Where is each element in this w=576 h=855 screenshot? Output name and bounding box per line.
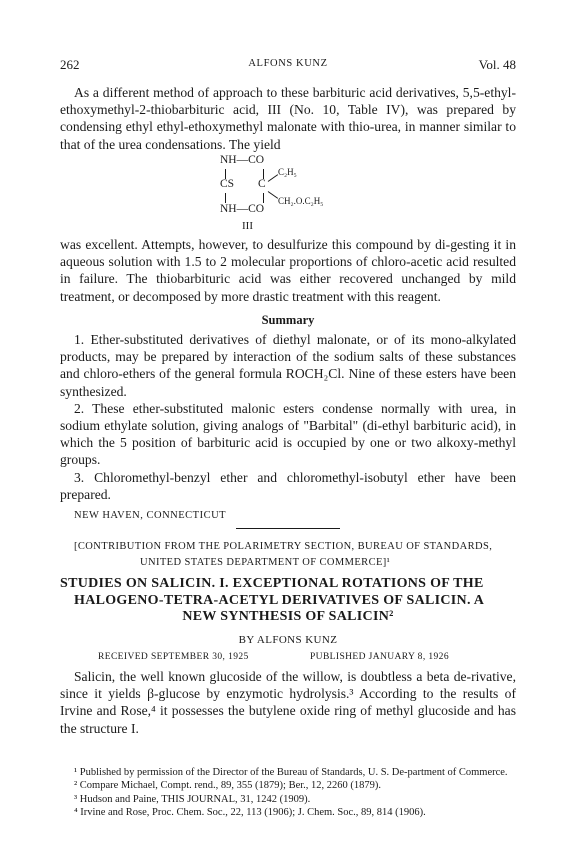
- footnotes: [60, 766, 516, 819]
- article-dates: [98, 652, 516, 662]
- summary-item-3: 3. Chloromethyl-benzyl ether and chloromethyl-isobutyl ether have been prepared.: [60, 469, 516, 502]
- intro-paragraph: As a different method of approach to these barbituric acid derivatives, 5,5-ethyl-ethoxymethyl-2-thiobarbituric acid, III (No. 10, Table IV), was prepared by condensing ethyl ethyl-ethoxymethyl malonate with thio-urea, in manner similar to that of the urea condensations. The yield: [60, 85, 516, 152]
- summary-item-2: 2. These ether-substituted malonic esters condense normally with urea, in sodium ethylate solution, giving analogs of "Barbital" (di-ethyl barbituric acid), in which the 5 position of barbituric acid is occupied by one or two alkoxy-methyl groups.: [60, 400, 516, 468]
- section-divider: [236, 528, 340, 529]
- structure-bond: [268, 191, 278, 199]
- title-line-3: NEW SYNTHESIS OF SALICIN²: [182, 609, 394, 624]
- footnote-4: ⁴ Irvine and Rose, Proc. Chem. Soc., 22, 113 (1906); J. Chem. Soc., 89, 814 (1906).: [74, 806, 426, 818]
- structure-bond: [225, 193, 226, 203]
- structure-label: III: [242, 220, 253, 232]
- structure-ethyl-group: C₂H₅: [278, 167, 297, 177]
- volume-label: Vol. 48: [478, 57, 516, 72]
- page-number: 262: [60, 57, 80, 72]
- contribution-line-1: [CONTRIBUTION FROM THE POLARIMETRY SECTION, BUREAU OF STANDARDS,: [74, 541, 493, 552]
- footnote-3: ³ Hudson and Paine, THIS JOURNAL, 31, 1242 (1909).: [74, 793, 311, 805]
- structure-bond: [263, 193, 264, 203]
- summary-heading: Summary: [261, 313, 315, 327]
- author-byline: BY ALFONS KUNZ: [238, 634, 338, 646]
- page-header: [60, 57, 516, 73]
- running-head: ALFONS KUNZ: [248, 58, 328, 69]
- title-line-1: STUDIES ON SALICIN. I. EXCEPTIONAL ROTATIONS OF THE: [60, 576, 484, 591]
- structure-bottom-group: NH—CO: [220, 203, 265, 215]
- structure-bond: [268, 174, 278, 182]
- structure-cs-group: CS: [220, 178, 235, 190]
- footnote-2: ² Compare Michael, Compt. rend., 89, 355 (1879); Ber., 12, 2260 (1879).: [74, 780, 382, 792]
- footnote-1: ¹ Published by permission of the Director of the Bureau of Standards, U. S. De-partment of Commerce.: [74, 767, 508, 778]
- title-line-2: HALOGENO-TETRA-ACETYL DERIVATIVES OF SALICIN. A: [74, 592, 485, 608]
- structure-substituent: CH₂.O.C₂H₅: [278, 196, 324, 206]
- contribution-line-2: UNITED STATES DEPARTMENT OF COMMERCE]¹: [140, 557, 391, 568]
- structure-top-group: NH—CO: [220, 154, 265, 166]
- summary-item-1: 1. Ether-substituted derivatives of diethyl malonate, or of its mono-alkylated products, may be prepared by interaction of the sodium salts of these substances and chloro-ethers of the general formula ROCH₂Cl. Nine of these esters have been synthesized.: [60, 332, 516, 399]
- place-line: NEW HAVEN, CONNECTICUT: [74, 510, 227, 521]
- published-date: PUBLISHED JANUARY 8, 1926: [310, 652, 449, 662]
- summary-list: [60, 331, 516, 503]
- result-paragraph: was excellent. Attempts, however, to desulfurize this compound by di-gesting it in aqueous solution with 1.5 to 2 molecular proportions of chloro-acetic acid resulted in failure. The thiobarbituric acid was either recovered unchanged by mild treatment, or decomposed by more drastic treatment with this reagent.: [60, 237, 516, 304]
- received-date: RECEIVED SEPTEMBER 30, 1925: [98, 652, 249, 662]
- salicin-paragraph: Salicin, the well known glucoside of the willow, is doubtless a beta de-rivative, since it yields β-glucose by enzymotic hydrolysis.³ According to the results of Irvine and Rose,⁴ it possesses the butylene oxide ring of methyl glucoside and has the structure I.: [60, 669, 516, 736]
- article-title: [60, 576, 516, 626]
- structure-c-atom: C: [258, 178, 266, 190]
- contribution-note: [74, 539, 516, 571]
